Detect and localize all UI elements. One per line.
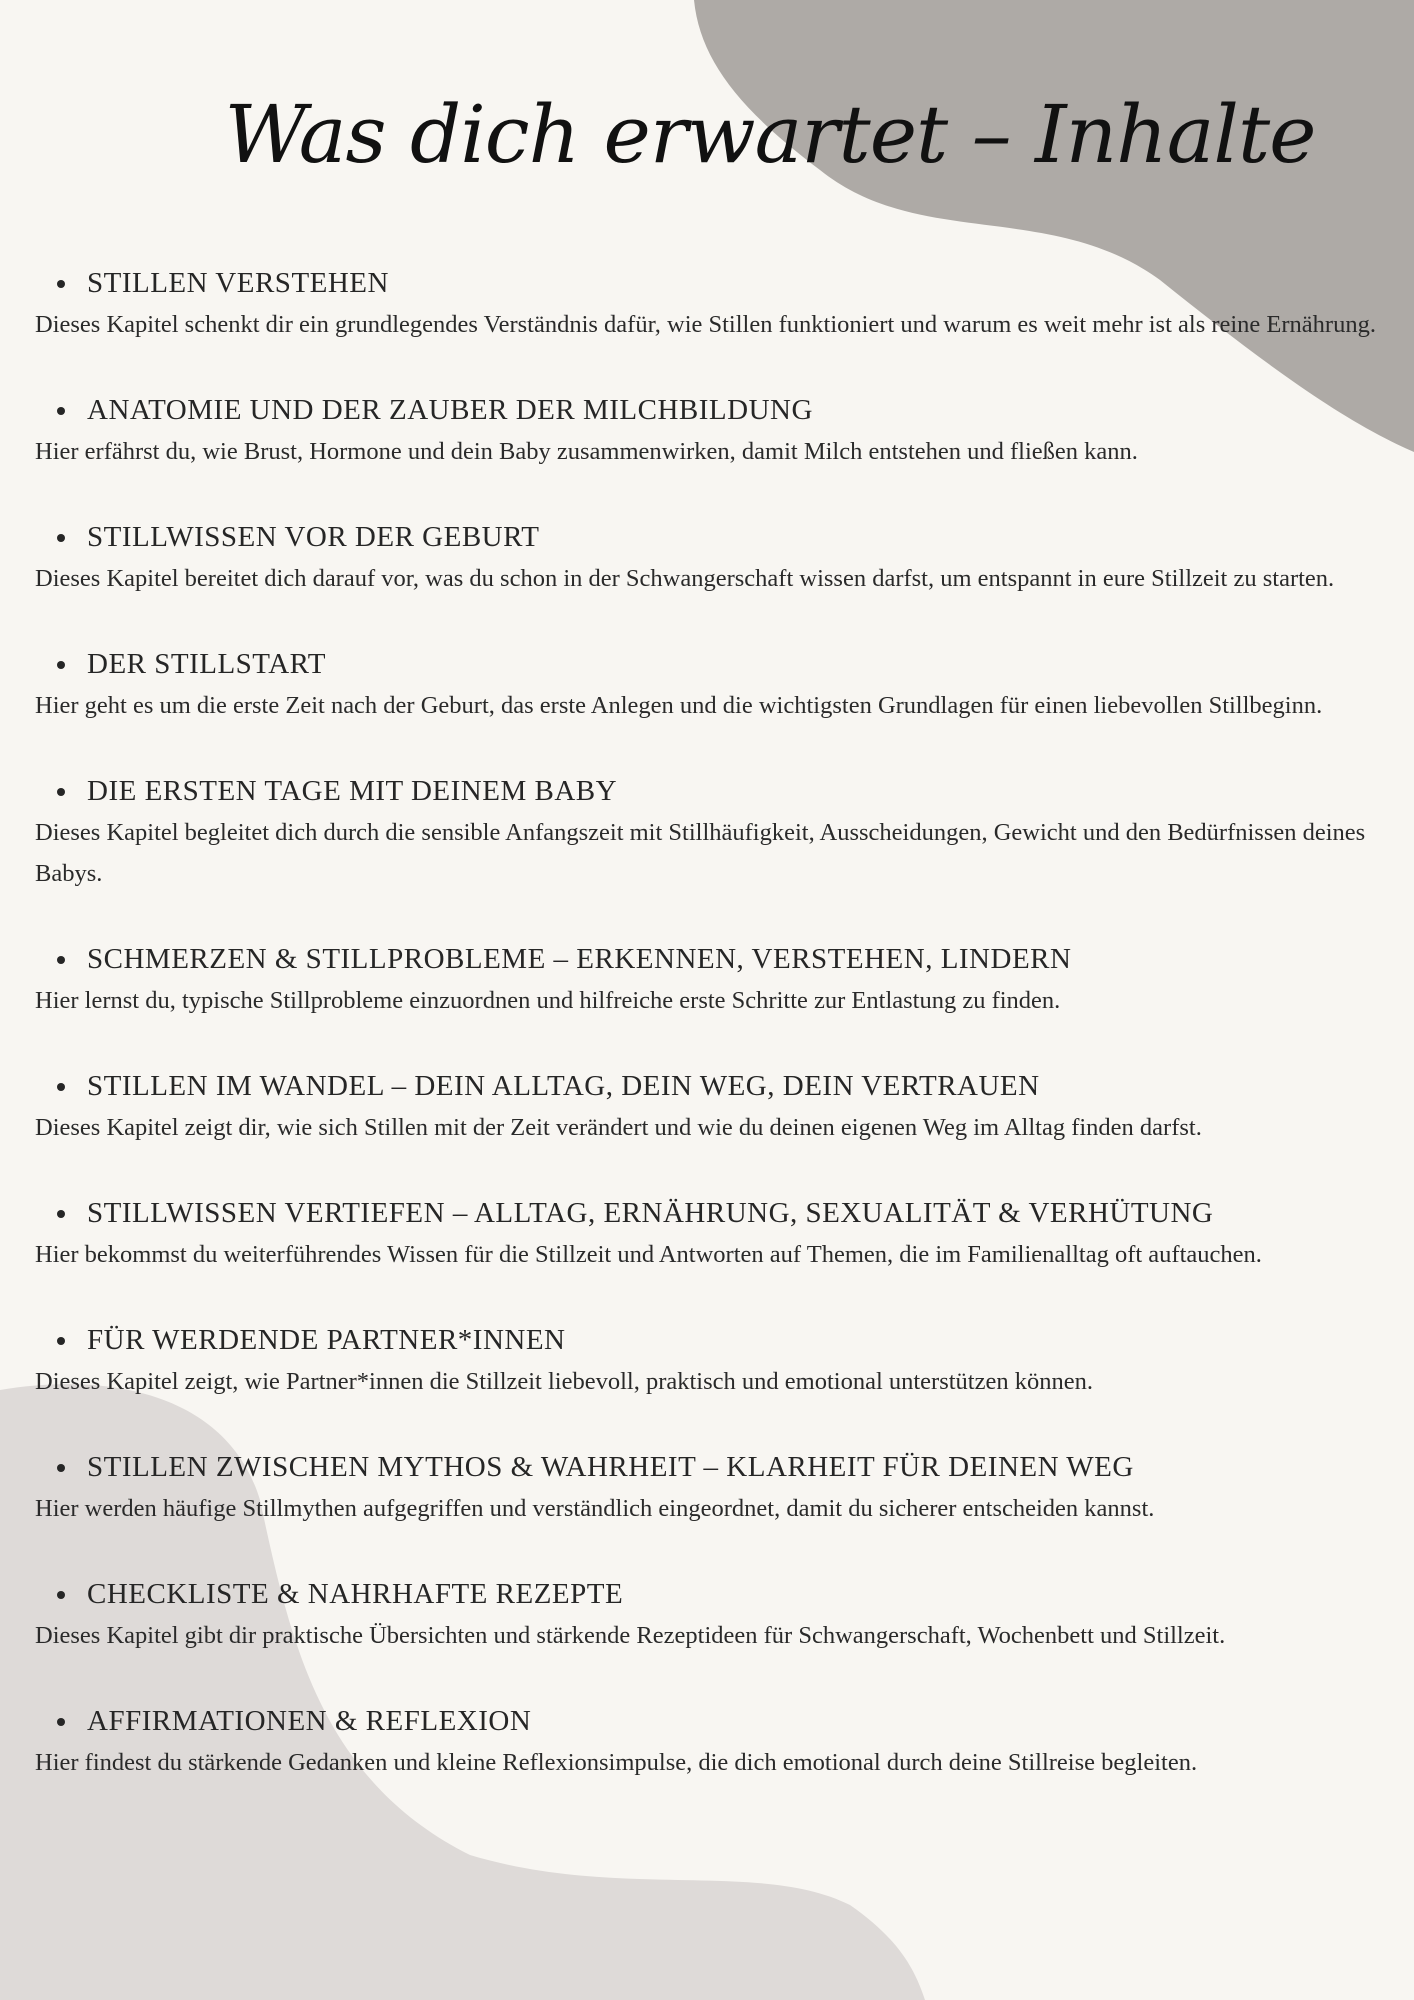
bullet-icon xyxy=(57,788,65,796)
chapter-item xyxy=(35,262,1385,345)
chapter-item xyxy=(35,1192,1385,1275)
chapter-description: Hier werden häufige Stillmythen aufgegriffen und verständlich eingeordnet, damit du sicherer entscheiden kannst. xyxy=(35,1495,1155,1522)
chapter-heading-text: FÜR WERDENDE PARTNER*INNEN xyxy=(87,1324,566,1356)
chapter-heading-text: STILLEN ZWISCHEN MYTHOS & WAHRHEIT – KLARHEIT FÜR DEINEN WEG xyxy=(87,1451,1134,1483)
chapter-heading xyxy=(35,643,1385,685)
chapter-heading xyxy=(35,770,1385,812)
chapter-description: Dieses Kapitel zeigt, wie Partner*innen die Stillzeit liebevoll, praktisch und emotional unterstützen können. xyxy=(35,1368,1093,1395)
chapter-heading-text: ANATOMIE UND DER ZAUBER DER MILCHBILDUNG xyxy=(87,394,813,426)
bullet-icon xyxy=(57,956,65,964)
chapter-heading-text: SCHMERZEN & STILLPROBLEME – ERKENNEN, VERSTEHEN, LINDERN xyxy=(87,943,1072,975)
page-title: Was dich erwartet – Inhalte xyxy=(224,88,1316,181)
bullet-icon xyxy=(57,1083,65,1091)
chapter-heading-text: STILLWISSEN VOR DER GEBURT xyxy=(87,521,540,553)
chapter-heading xyxy=(35,1319,1385,1361)
chapter-description: Dieses Kapitel begleitet dich durch die sensible Anfangszeit mit Stillhäufigkeit, Ausscheidungen, Gewicht und den Bedürfnissen deines Babys. xyxy=(35,819,1366,887)
chapter-heading-text: CHECKLISTE & NAHRHAFTE REZEPTE xyxy=(87,1578,624,1610)
bullet-icon xyxy=(57,1464,65,1472)
chapter-description: Hier findest du stärkende Gedanken und kleine Reflexionsimpulse, die dich emotional durch deine Stillreise begleiten. xyxy=(35,1749,1198,1776)
chapter-item xyxy=(35,1700,1385,1783)
chapter-heading xyxy=(35,1700,1385,1742)
chapter-item xyxy=(35,1446,1385,1529)
chapter-description: Hier lernst du, typische Stillprobleme einzuordnen und hilfreiche erste Schritte zur Entlastung zu finden. xyxy=(35,987,1061,1014)
chapter-heading xyxy=(35,1192,1385,1234)
bullet-icon xyxy=(57,1718,65,1726)
chapter-item xyxy=(35,516,1385,599)
chapter-item xyxy=(35,643,1385,726)
chapter-description: Dieses Kapitel gibt dir praktische Übersichten und stärkende Rezeptideen für Schwangerschaft, Wochenbett und Stillzeit. xyxy=(35,1622,1226,1649)
chapter-heading xyxy=(35,262,1385,304)
bullet-icon xyxy=(57,1591,65,1599)
chapter-heading xyxy=(35,1573,1385,1615)
chapter-description: Dieses Kapitel zeigt dir, wie sich Stillen mit der Zeit verändert und wie du deinen eigenen Weg im Alltag finden darfst. xyxy=(35,1114,1202,1141)
chapter-description: Hier erfährst du, wie Brust, Hormone und dein Baby zusammenwirken, damit Milch entstehen und fließen kann. xyxy=(35,438,1138,465)
chapter-heading xyxy=(35,1065,1385,1107)
chapter-description: Dieses Kapitel schenkt dir ein grundlegendes Verständnis dafür, wie Stillen funktioniert und warum es weit mehr ist als reine Ernährung. xyxy=(35,311,1376,338)
chapter-heading xyxy=(35,938,1385,980)
chapter-heading-text: AFFIRMATIONEN & REFLEXION xyxy=(87,1705,532,1737)
chapter-description: Dieses Kapitel bereitet dich darauf vor, was du schon in der Schwangerschaft wissen darfst, um entspannt in eure Stillzeit zu starten. xyxy=(35,565,1335,592)
chapter-description: Hier geht es um die erste Zeit nach der Geburt, das erste Anlegen und die wichtigsten Grundlagen für einen liebevollen Stillbeginn. xyxy=(35,692,1323,719)
chapter-item xyxy=(35,389,1385,472)
bullet-icon xyxy=(57,407,65,415)
bullet-icon xyxy=(57,280,65,288)
chapter-item xyxy=(35,938,1385,1021)
bullet-icon xyxy=(57,1337,65,1345)
chapter-heading xyxy=(35,516,1385,558)
chapter-item xyxy=(35,1065,1385,1148)
bullet-icon xyxy=(57,661,65,669)
chapter-heading xyxy=(35,1446,1385,1488)
chapter-heading-text: STILLWISSEN VERTIEFEN – ALLTAG, ERNÄHRUNG, SEXUALITÄT & VERHÜTUNG xyxy=(87,1197,1214,1229)
chapter-heading-text: DIE ERSTEN TAGE MIT DEINEM BABY xyxy=(87,775,618,807)
bullet-icon xyxy=(57,1210,65,1218)
chapter-item xyxy=(35,1319,1385,1402)
chapter-list xyxy=(35,262,1385,1827)
chapter-heading-text: STILLEN IM WANDEL – DEIN ALLTAG, DEIN WEG, DEIN VERTRAUEN xyxy=(87,1070,1040,1102)
chapter-description: Hier bekommst du weiterführendes Wissen für die Stillzeit und Antworten auf Themen, die im Familienalltag oft auftauchen. xyxy=(35,1241,1262,1268)
chapter-heading xyxy=(35,389,1385,431)
chapter-heading-text: STILLEN VERSTEHEN xyxy=(87,267,389,299)
chapter-heading-text: DER STILLSTART xyxy=(87,648,326,680)
chapter-item xyxy=(35,1573,1385,1656)
chapter-item xyxy=(35,770,1385,894)
bullet-icon xyxy=(57,534,65,542)
